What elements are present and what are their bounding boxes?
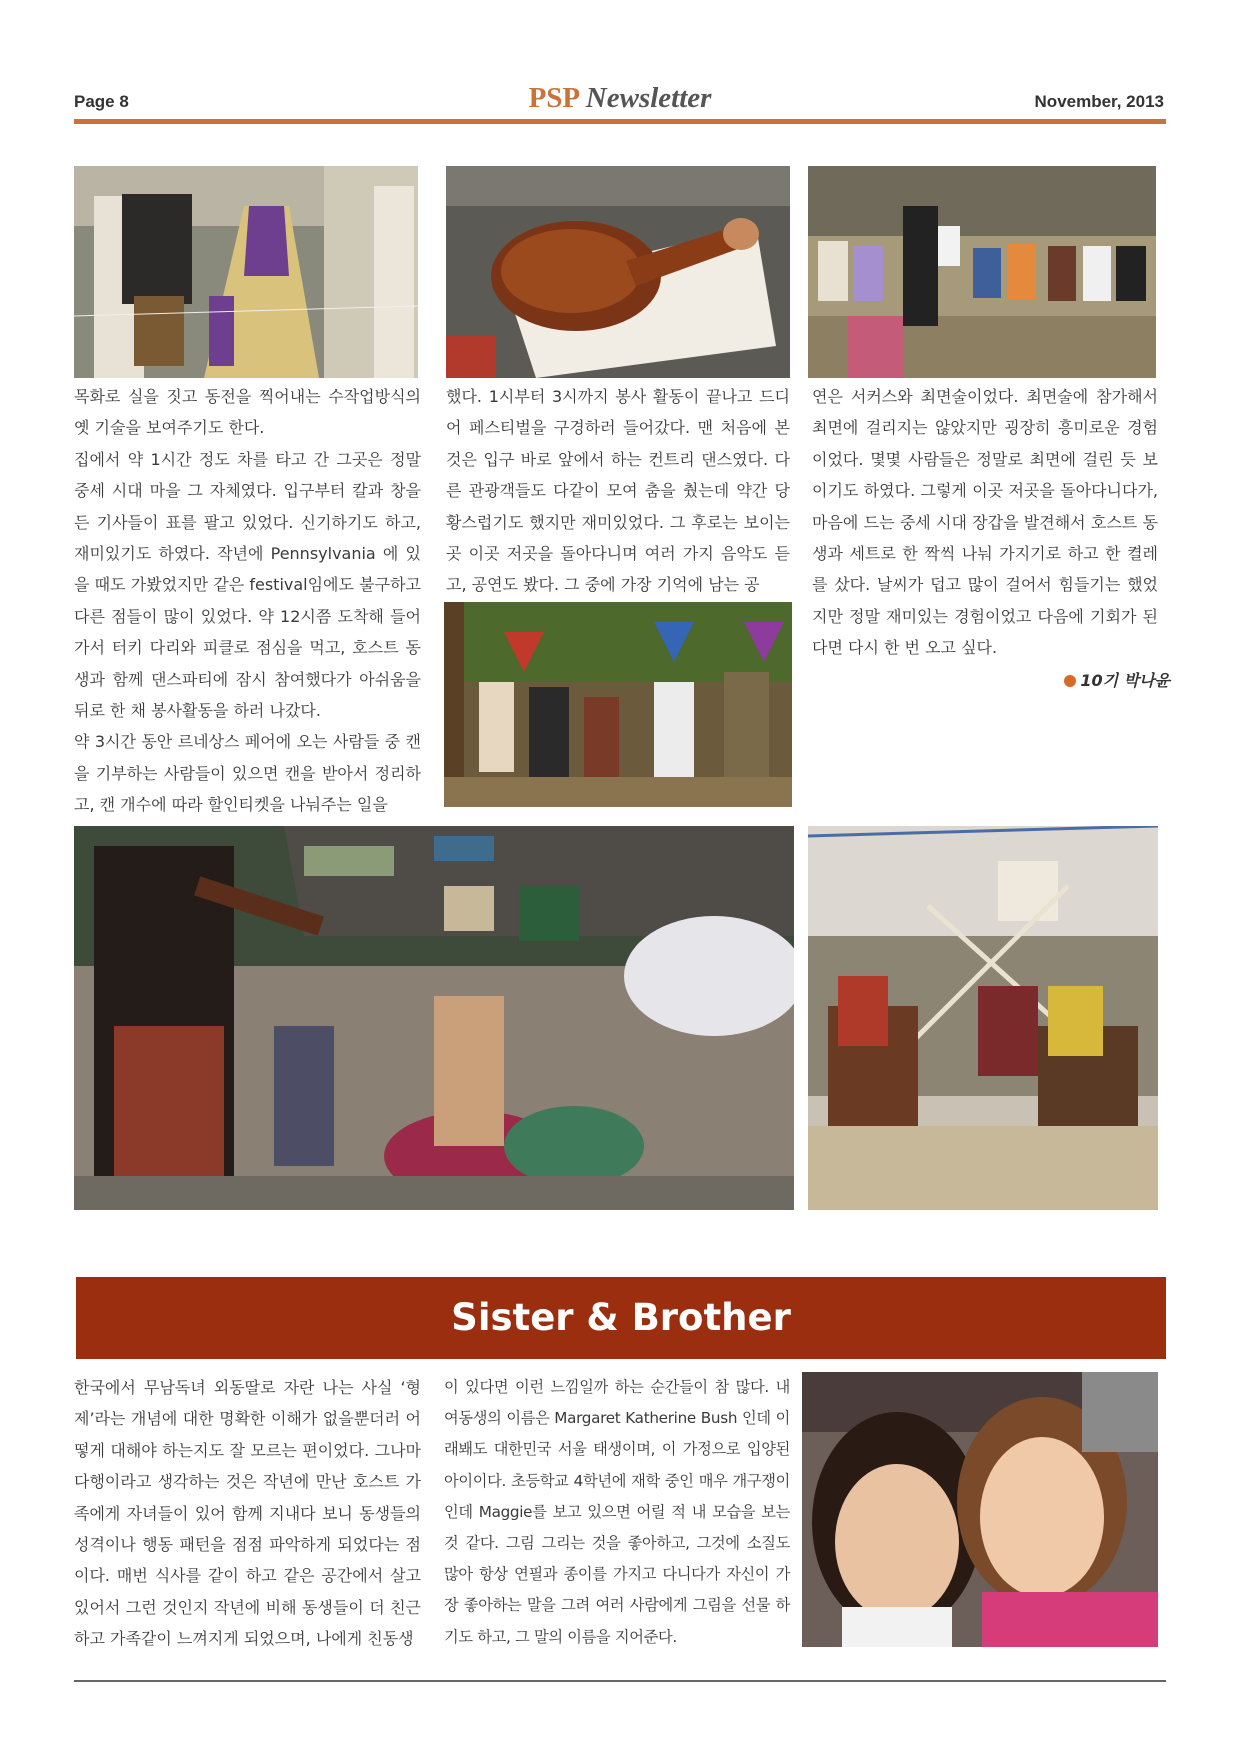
- article2-column1: [74, 1372, 421, 1655]
- article1-column1: [74, 381, 421, 821]
- article2-column2: [444, 1372, 790, 1653]
- photo-costumes: [74, 166, 418, 378]
- author-signature: [1000, 668, 1170, 691]
- photo-stage-show: [808, 166, 1156, 378]
- article1-paragraph2: 집에서 약 1시간 정도 차를 타고 간 그곳은 정말 중세 시대 마을 그 자체였다. 입구부터 칼과 창을 든 기사들이 표를 팔고 있었다. 신기하기도 하고, 재미있기도 하였다. 작년에 Pennsylvania 에 있을 때도 가봤었지만 같은 festival임에도 불구하고 다른 점들이 많이 있었다. 약 12시쯤 도착해 들어가서 터키 다리와 피클로 점심을 먹고, 호스트 동생과 함께 댄스파티에 잠시 참여했다가 아쉬움을 뒤로 한 채 봉사활동을 하러 나갔다.: [74, 449, 421, 721]
- newsletter-brand: PSP: [528, 82, 579, 114]
- photo-sisters: [802, 1372, 1158, 1647]
- article1-column2: [446, 381, 790, 601]
- article1-column3: [812, 381, 1158, 664]
- photo-dance: [444, 602, 792, 807]
- article2-column1-text: 한국에서 무남독녀 외동딸로 자란 나는 사실 ‘형제’라는 개념에 대한 명확한 이해가 없을뿐더러 어떻게 대해야 하는지도 잘 모르는 편이었다. 그나마 다행이라고 생각하는 것은 작년에 만난 호스트 가족에게 자녀들이 있어 함께 지내다 보니 동생들의 성격이나 행동 패턴을 점점 파악하게 되었다는 점이다. 매번 식사를 같이 하고 같은 공간에서 살고 있어서 그런 것인지 작년에 비해 동생들이 더 친근하고 가족같이 느껴지게 되었으며, 나에게 친동생: [74, 1378, 421, 1649]
- article1-paragraph3: 약 3시간 동안 르네상스 페어에 오는 사람들 중 캔을 기부하는 사람들이 있으면 캔을 받아서 정리하고, 캔 개수에 따라 할인티켓을 나눠주는 일을: [74, 732, 421, 815]
- photo-fiddler: [74, 826, 794, 1210]
- header-divider: [74, 119, 1166, 124]
- newsletter-name: Newsletter: [585, 82, 712, 114]
- article1-paragraph1: 목화로 실을 짓고 동전을 찍어내는 수작업방식의 옛 기술을 보여주기도 한다.: [74, 387, 421, 438]
- article1-column2-text: 했다. 1시부터 3시까지 봉사 활동이 끝나고 드디어 페스티벌을 구경하러 들어갔다. 맨 처음에 본 것은 입구 바로 앞에서 하는 컨트리 댄스였다. 다른 관광객들도 다같이 모여 춤을 췄는데 약간 당황스럽기도 했지만 재미있었다. 그 후로는 보이는 곳 이곳 저곳을 돌아다니며 여러 가지 음악도 듣고, 공연도 봤다. 그 중에 가장 기억에 남는 공: [446, 387, 790, 595]
- issue-date: November, 2013: [1034, 92, 1164, 111]
- footer-divider: [74, 1680, 1166, 1682]
- bullet-icon: [1064, 675, 1076, 687]
- photo-turkey-leg: [446, 166, 790, 378]
- photo-jousting: [808, 826, 1158, 1210]
- article2-column2-text: 이 있다면 이런 느낌일까 하는 순간들이 참 많다. 내 여동생의 이름은 Margaret Katherine Bush 인데 이래봬도 대한민국 서울 태생이며, 이 가정으로 입양된 아이이다. 초등학교 4학년에 재학 중인 매우 개구쟁이인데 Maggie를 보고 있으면 어릴 적 내 모습을 보는 것 같다. 그림 그리는 것을 좋아하고, 그것에 소질도 많아 항상 연필과 종이를 가지고 다니다가 자신이 가장 좋아하는 말을 그려 여러 사람에게 그림을 선물 하기도 하고, 그 말의 이름을 지어준다.: [444, 1378, 790, 1646]
- section-banner: Sister & Brother: [76, 1277, 1166, 1359]
- article1-column3-text: 연은 서커스와 최면술이었다. 최면술에 참가해서 최면에 걸리지는 않았지만 굉장히 흥미로운 경험이었다. 몇몇 사람들은 정말로 최면에 걸린 듯 보이기도 하였다. 그렇게 이곳 저곳을 돌아다니다가, 마음에 드는 중세 시대 장갑을 발견해서 호스트 동생과 세트로 한 짝씩 나눠 가지기로 하고 한 켤레를 샀다. 날씨가 덥고 많이 걸어서 힘들기는 했었지만 정말 재미있는 경험이었고 다음에 기회가 된다면 다시 한 번 오고 싶다.: [812, 387, 1158, 658]
- author-name: 10기 박나윤: [1080, 671, 1170, 690]
- page-number: Page 8: [74, 92, 129, 111]
